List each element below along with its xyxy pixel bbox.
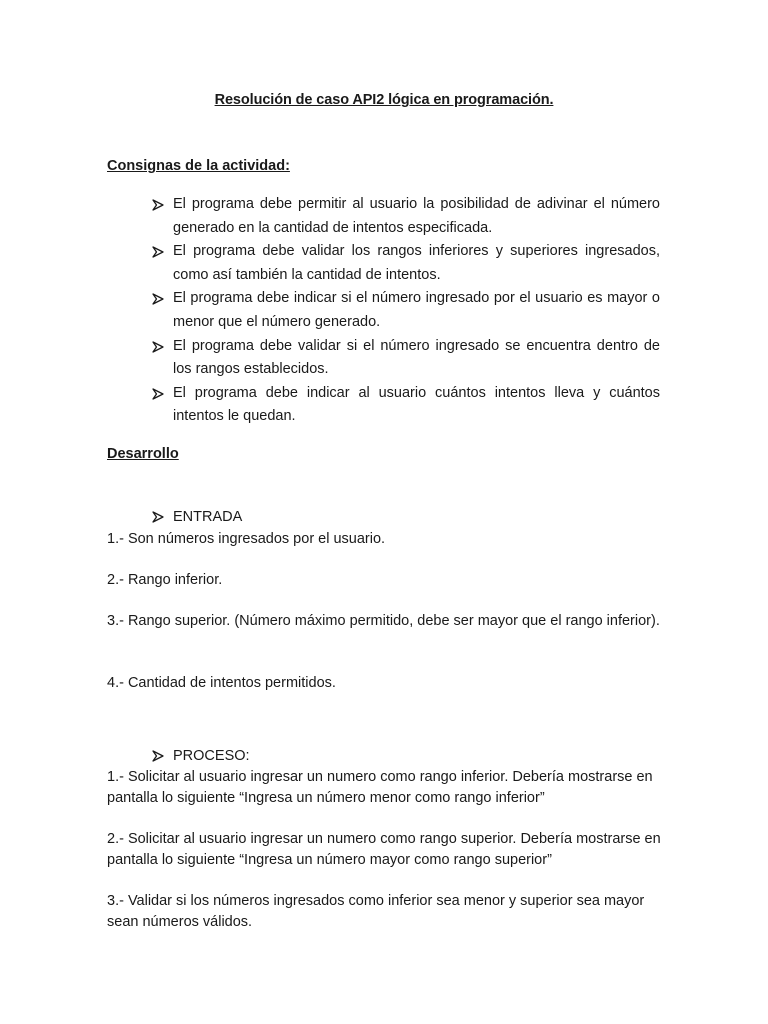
consignas-list xyxy=(107,193,660,429)
list-item-text: El programa debe validar si el número ingresado se encuentra dentro de los rangos establecidos. xyxy=(173,337,660,378)
desarrollo-heading: Desarrollo xyxy=(107,446,179,462)
arrow-bullet-icon xyxy=(152,750,164,762)
list-item xyxy=(107,240,660,287)
arrow-bullet-icon xyxy=(152,199,164,211)
arrow-bullet-icon xyxy=(152,341,164,353)
list-item xyxy=(107,193,660,240)
entrada-item: 2.- Rango inferior. xyxy=(107,572,223,588)
list-item-text: El programa debe permitir al usuario la posibilidad de adivinar el número generado en la cantidad de intentos especificada. xyxy=(173,196,660,236)
arrow-bullet-icon xyxy=(152,511,164,523)
entrada-item: 3.- Rango superior. (Número máximo permitido, debe ser mayor que el rango inferior). xyxy=(107,613,660,629)
proceso-item: 1.- Solicitar al usuario ingresar un numero como rango inferior. Debería mostrarse en pantalla lo siguiente “Ingresa un número menor como rango inferior” xyxy=(107,769,653,806)
list-item-text: El programa debe validar los rangos inferiores y superiores ingresados, como así también la cantidad de intentos. xyxy=(173,243,660,283)
list-item xyxy=(107,335,660,382)
list-item-text: El programa debe indicar si el número ingresado por el usuario es mayor o menor que el número generado. xyxy=(173,290,660,330)
list-item xyxy=(107,287,660,334)
list-item-text: El programa debe indicar al usuario cuántos intentos lleva y cuántos intentos le quedan. xyxy=(173,384,660,425)
arrow-bullet-icon xyxy=(152,246,164,258)
list-item xyxy=(107,382,660,429)
proceso-item: 3.- Validar si los números ingresados como inferior sea menor y superior sea mayor sean números válidos. xyxy=(107,893,645,930)
entrada-label: ENTRADA xyxy=(173,509,243,525)
proceso-label: PROCESO: xyxy=(173,748,250,764)
entrada-item: 1.- Son números ingresados por el usuario. xyxy=(107,531,386,547)
entrada-item: 4.- Cantidad de intentos permitidos. xyxy=(107,675,336,691)
document-title: Resolución de caso API2 lógica en programación. xyxy=(214,92,554,108)
consignas-heading: Consignas de la actividad: xyxy=(107,158,290,174)
arrow-bullet-icon xyxy=(152,293,164,305)
arrow-bullet-icon xyxy=(152,388,164,400)
proceso-item: 2.- Solicitar al usuario ingresar un numero como rango superior. Debería mostrarse en pantalla lo siguiente “Ingresa un número mayor como rango superior” xyxy=(107,831,661,868)
